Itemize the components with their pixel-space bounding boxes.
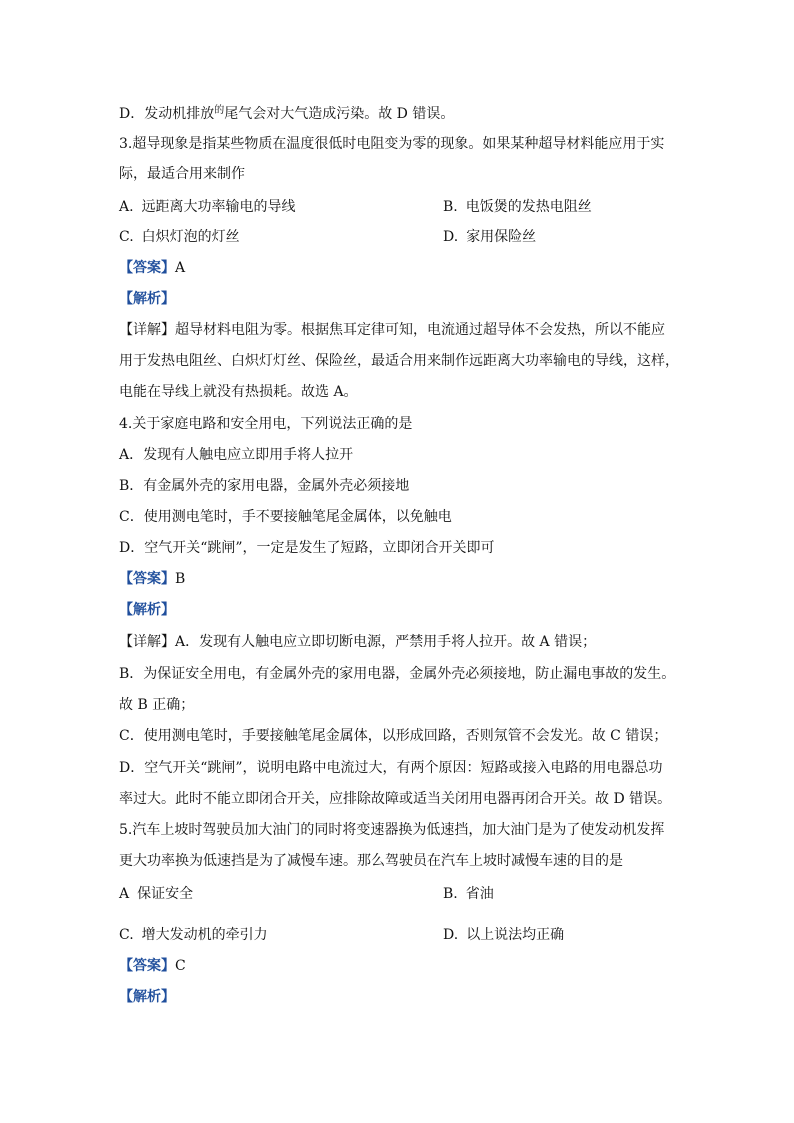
q3-option-a: A. 远距离大功率输电的导线 xyxy=(119,199,296,215)
q3-answer: 【答案】A xyxy=(119,260,186,276)
q3-analysis-heading: 【解析】 xyxy=(119,291,175,307)
answer-tag: 【答案】 xyxy=(119,260,175,276)
q4-stem: 4.关于家庭电路和安全用电，下列说法正确的是 xyxy=(119,416,413,432)
q5-option-a: A 保证安全 xyxy=(119,886,194,902)
q3-detail-line-3: 电能在导线上就没有热损耗。故选 A。 xyxy=(119,384,358,400)
q3-option-b: B. 电饭煲的发热电阻丝 xyxy=(443,199,592,215)
q3-detail-line-2: 用于发热电阻丝、白炽灯灯丝、保险丝，最适合用来制作远距离大功率输电的导线，这样， xyxy=(119,353,679,369)
q4-option-c: C．使用测电笔时，手不要接触笔尾金属体，以免触电 xyxy=(119,509,452,525)
q4-option-b: B．有金属外壳的家用电器，金属外壳必须接地 xyxy=(119,478,410,494)
q3-stem-line-2: 际，最适合用来制作 xyxy=(119,166,245,182)
q3-option-d: D. 家用保险丝 xyxy=(443,229,537,245)
q5-analysis-heading: 【解析】 xyxy=(119,989,175,1005)
detail-tag: 【详解】 xyxy=(119,634,175,650)
q3-option-c: C. 白炽灯泡的灯丝 xyxy=(119,229,240,245)
q5-option-c: C. 增大发动机的牵引力 xyxy=(119,927,268,943)
q4-detail-line-6: 率过大。此时不能立即闭合开关，应排除故障或适当关闭用电器再闭合开关。故 D 错误。 xyxy=(119,791,672,807)
detail-tag: 【详解】 xyxy=(119,322,175,338)
q5-option-d: D. 以上说法均正确 xyxy=(443,927,565,943)
q4-detail-line-1: 【详解】A．发现有人触电应立即切断电源，严禁用手将人拉开。故 A 错误； xyxy=(119,634,597,650)
q4-analysis-heading: 【解析】 xyxy=(119,602,175,618)
q4-detail-line-4: C．使用测电笔时，手要接触笔尾金属体，以形成回路，否则氖管不会发光。故 C 错误； xyxy=(119,728,668,744)
q5-answer: 【答案】C xyxy=(119,958,186,974)
q3-stem-line-1: 3.超导现象是指某些物质在温度很低时电阻变为零的现象。如果某种超导材料能应用于实 xyxy=(119,136,665,152)
answer-tag: 【答案】 xyxy=(119,571,175,587)
q4-option-a: A．发现有人触电应立即用手将人拉开 xyxy=(119,447,354,463)
q4-detail-line-2: B．为保证安全用电，有金属外壳的家用电器，金属外壳必须接地，防止漏电事故的发生。 xyxy=(119,666,676,682)
q2-option-d-explanation: D．发动机排放$^的$尾气会对大气造成污染。故 D 错误。 xyxy=(119,105,455,122)
q5-stem-line-1: 5.汽车上坡时驾驶员加大油门的同时将变速器换为低速挡，加大油门是为了使发动机发挥 xyxy=(119,822,665,838)
q3-detail-line-1: 【详解】超导材料电阻为零。根据焦耳定律可知，电流通过超导体不会发热，所以不能应 xyxy=(119,322,665,338)
q5-option-b: B. 省油 xyxy=(443,886,494,902)
answer-tag: 【答案】 xyxy=(119,958,175,974)
q4-option-d: D．空气开关“跳闸”，一定是发生了短路，立即闭合开关即可 xyxy=(119,540,495,556)
q5-stem-line-2: 更大功率换为低速挡是为了减慢车速。那么驾驶员在汽车上坡时减慢车速的目的是 xyxy=(119,853,623,869)
q4-detail-line-3: 故 B 正确； xyxy=(119,697,195,713)
q4-answer: 【答案】B xyxy=(119,571,186,587)
q4-detail-line-5: D．空气开关“跳闸”，说明电路中电流过大，有两个原因：短路或接入电路的用电器总功 xyxy=(119,760,663,776)
superscript-char: 的 xyxy=(214,105,225,116)
